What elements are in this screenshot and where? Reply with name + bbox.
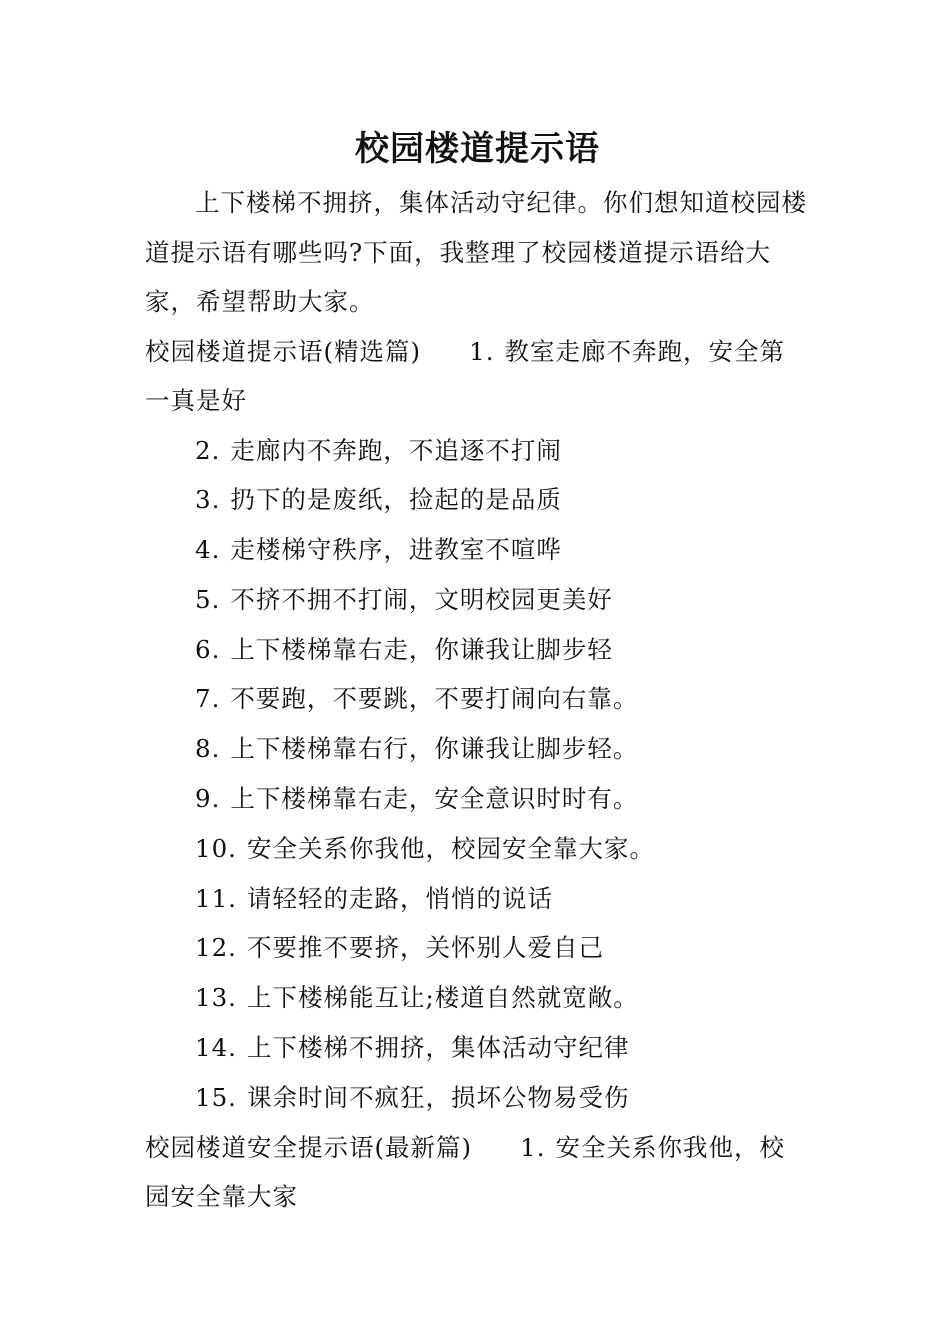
- list-item: [145, 525, 810, 575]
- list-item-number: 4.: [195, 535, 221, 565]
- list-item-number: 13.: [195, 983, 237, 1013]
- list-item: [145, 475, 810, 525]
- list-item: [145, 923, 810, 973]
- list-item-number: 14.: [195, 1033, 237, 1063]
- section-2-first-number: 1.: [520, 1132, 546, 1162]
- list-item-text: 走廊内不奔跑，不追逐不打闹: [230, 435, 562, 465]
- list-item: [145, 426, 810, 476]
- section-2-paragraph: [145, 1123, 810, 1222]
- list-item: [145, 724, 810, 774]
- list-item: [145, 973, 810, 1023]
- list-item-text: 上下楼梯靠右走，安全意识时时有。: [230, 784, 639, 814]
- list-item: [145, 674, 810, 724]
- list-item-number: 3.: [195, 485, 221, 515]
- list-item-number: 15.: [195, 1082, 237, 1112]
- list-item: [145, 625, 810, 675]
- list-item-text: 请轻轻的走路，悄悄的说话: [246, 883, 553, 913]
- document-body: [145, 120, 810, 1222]
- list-item: [145, 575, 810, 625]
- list-item-text: 走楼梯守秩序，进教室不喧哗: [230, 535, 562, 565]
- list-item-text: 上下楼梯能互让;楼道自然就宽敞。: [246, 983, 639, 1013]
- section-1-first-number: 1.: [469, 336, 495, 366]
- list-item-text: 上下楼梯靠右走，你谦我让脚步轻: [230, 634, 613, 664]
- list-item: [145, 874, 810, 924]
- list-item-number: 5.: [195, 584, 221, 614]
- page-title: 校园楼道提示语: [355, 129, 600, 169]
- list-item-text: 不要跑，不要跳，不要打闹向右靠。: [230, 684, 639, 714]
- list-item-number: 7.: [195, 684, 221, 714]
- intro-paragraph: 上下楼梯不拥挤，集体活动守纪律。你们想知道校园楼道提示语有哪些吗?下面，我整理了校园楼道提示语给大家，希望帮助大家。: [145, 188, 807, 316]
- list-item-text: 上下楼梯靠右行，你谦我让脚步轻。: [230, 734, 639, 764]
- list-item-number: 8.: [195, 734, 221, 764]
- list-item-number: 12.: [195, 933, 237, 963]
- list-item-text: 扔下的是废纸，捡起的是品质: [230, 485, 562, 515]
- list-item-text: 不挤不拥不打闹，文明校园更美好: [230, 584, 613, 614]
- list-item-number: 9.: [195, 784, 221, 814]
- list-item: [145, 1023, 810, 1073]
- list-item-text: 课余时间不疯狂，损坏公物易受伤: [246, 1082, 630, 1112]
- list-item: [145, 824, 810, 874]
- section-2-label: 校园楼道安全提示语(最新篇): [145, 1132, 473, 1162]
- list-item-number: 10.: [195, 833, 237, 863]
- list-item-text: 上下楼梯不拥挤，集体活动守纪律: [246, 1033, 630, 1063]
- list-item-number: 11.: [195, 883, 237, 913]
- section-1-paragraph: [145, 327, 810, 426]
- list-item-text: 安全关系你我他，校园安全靠大家。: [246, 833, 655, 863]
- list-item: [145, 774, 810, 824]
- section-2-first-text: 安全关系你我他，校园安全靠大家: [145, 1132, 786, 1212]
- list-item-number: 2.: [195, 435, 221, 465]
- list-item-number: 6.: [195, 634, 221, 664]
- tips-list: [145, 426, 810, 1123]
- list-item: [145, 1073, 810, 1123]
- list-item-text: 不要推不要挤，关怀别人爱自己: [246, 933, 604, 963]
- section-1-label: 校园楼道提示语(精选篇): [145, 336, 422, 366]
- section-1-first-text: 教室走廊不奔跑，安全第一真是好: [145, 336, 786, 415]
